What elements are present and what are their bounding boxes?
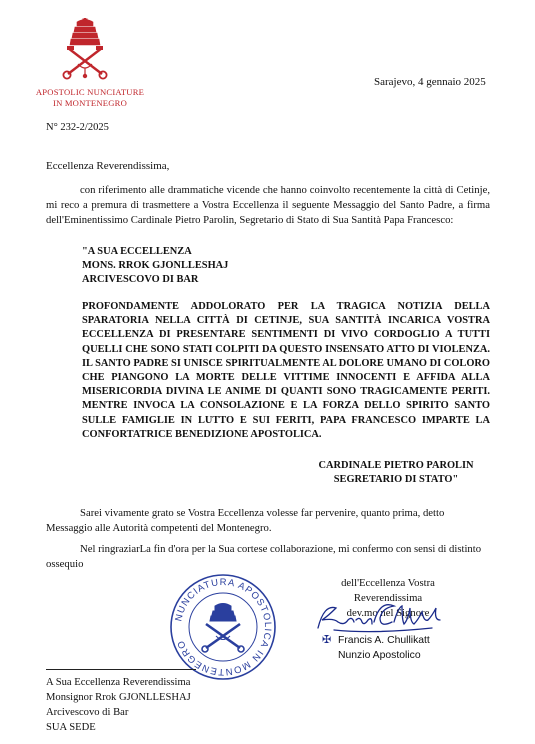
nunciature-name [30, 87, 150, 109]
handwritten-signature [314, 598, 444, 634]
quote-address-line-1: "A SUA ECCELLENZA [82, 246, 192, 257]
svg-text:NUNCIATURA APOSTOLICA IN MONTE: NUNCIATURA APOSTOLICA IN MONTENEGRO [173, 576, 274, 678]
cross-icon: ✠ [322, 634, 332, 646]
recipient-line-1: A Sua Eccellenza Reverendissima [46, 677, 191, 688]
thanks-paragraph: Nel ringraziarLa fin d'ora per la Sua cortese collaborazione, mi confermo con sensi di distinto ossequio [46, 543, 482, 570]
closing-line-1: dell'Eccellenza Vostra Reverendissima [341, 577, 435, 604]
quote-signer-title: SEGRETARIO DI STATO" [333, 474, 459, 486]
letter-date: Sarajevo, 4 gennaio 2025 [374, 76, 486, 88]
salutation: Eccellenza Reverendissima, [46, 160, 170, 172]
recipient-divider [46, 669, 196, 670]
nuncio-block [338, 633, 430, 663]
recipient-line-3: Arcivescovo di Bar [46, 707, 129, 718]
nunciature-seal-icon [168, 572, 278, 682]
quote-address-line-3: ARCIVESCOVO DI BAR [82, 274, 199, 286]
recipient-line-4: SUA SEDE [46, 722, 96, 733]
nuncio-title: Nunzio Apostolico [338, 650, 421, 661]
quote-signer-name: CARDINALE PIETRO PAROLIN [318, 460, 474, 471]
quote-address [82, 245, 490, 288]
org-line-1: APOSTOLIC NUNCIATURE [35, 87, 145, 97]
recipient-block [46, 675, 191, 735]
recipient-line-2: Monsignor Rrok GJONLLESHAJ [46, 692, 191, 703]
quote-address-line-2: MONS. RROK GJONLLESHAJ [82, 260, 229, 272]
org-line-2: IN MONTENEGRO [53, 98, 127, 108]
nuncio-name: Francis A. Chullikatt [338, 635, 430, 646]
quote-signer [296, 459, 496, 487]
papal-crest-icon [62, 18, 108, 84]
request-paragraph: Sarei vivamente grato se Vostra Eccellenza volesse far pervenire, quanto prima, detto Messaggio alle Autorità competenti del Montenegro. [46, 507, 445, 534]
closing-line-2: dev.mo nel Signore [346, 607, 430, 619]
intro-paragraph: con riferimento alle drammatiche vicende che hanno coinvolto recentemente la città di Cetinje, mi reco a premura di trasmettere a Vostra Eccellenza il seguente Messaggio del Santo Padre, a firma dell'Eminentissimo Cardinale Pietro Parolin, Segretario di Stato di Sua Santità Papa Francesco: [46, 184, 490, 226]
papal-message: PROFONDAMENTE ADDOLORATO PER LA TRAGICA NOTIZIA DELLA SPARATORIA NELLA CITTÀ DI CETINJE, SUA SANTITÀ INCARICA VOSTRA ECCELLENZA DI PRESENTARE SENTIMENTI DI VIVO CORDOGLIO A TUTTI QUELLI CHE SONO STATI COLPITI DA QUESTO INSENSATO ATTO DI VIOLENZA. IL SANTO PADRE SI UNISCE SPIRITUALMENTE AL DOLORE UMANO DI COLORO CHE PIANGONO LA MORTE DELLE VITTIME INNOCENTI E AFFIDA ALLA MISERICORDIA DIVINA LE ANIME DI QUANTI SONO TRAGICAMENTE PERITI. MENTRE INVOCA LA CONSOLAZIONE E LA FORZA DELLO SPIRITO SANTO SULLE FAMIGLIE IN LUTTO E SUI FERITI, PAPA FRANCESCO IMPARTE LA CONFORTATRICE BENEDIZIONE APOSTOLICA. [82, 301, 490, 440]
protocol-number: N° 232-2/2025 [46, 122, 109, 133]
